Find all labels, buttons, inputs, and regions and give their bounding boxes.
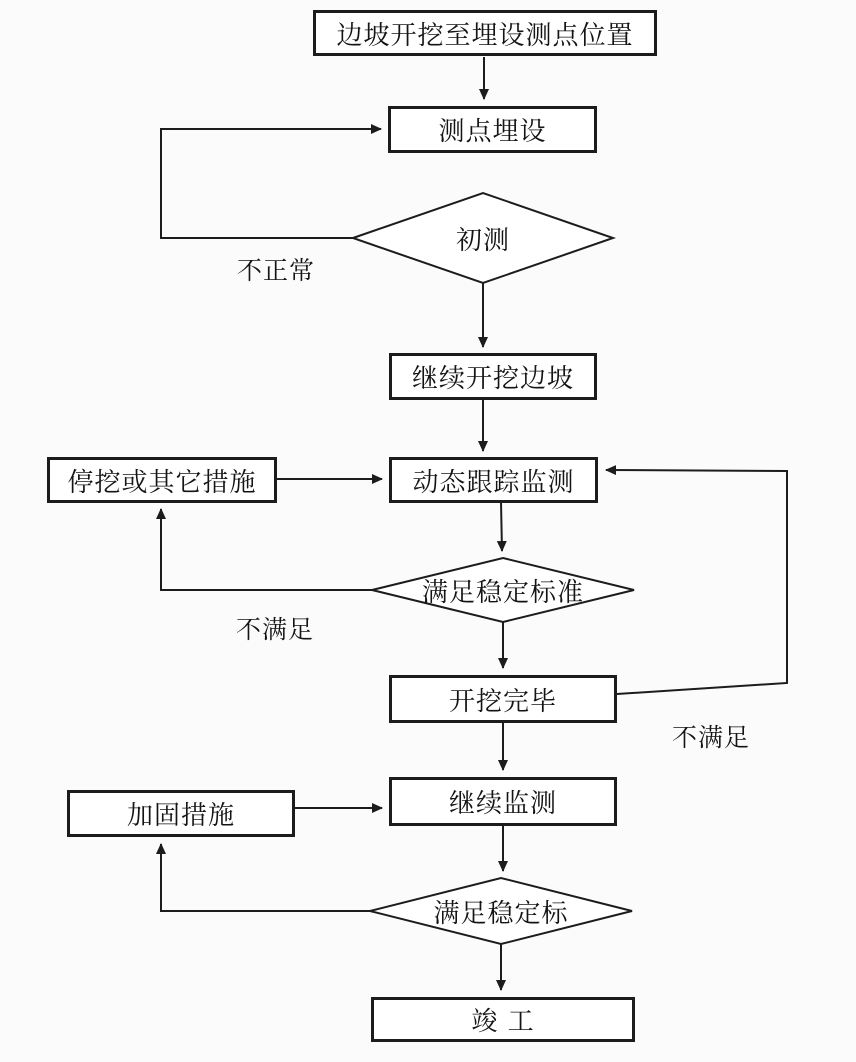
edge-label-abnormal: 不正常 [236,256,315,285]
decision-initial-survey-shape [353,193,613,283]
node-continue-monitoring: 继续监测 [389,777,617,826]
decision-stability-check1-shape [372,558,634,622]
node-point-embedding: 测点埋设 [388,106,597,153]
arrow-done-feedback-loop [606,470,787,694]
arrow-check1-notsatisfied-loop [161,509,372,590]
arrow-check2-loop-to-reinforcement [161,844,370,911]
arrow-abnormal-loop [161,129,381,238]
node-excavation-done: 开挖完毕 [389,675,617,723]
node-completion: 竣 工 [371,997,635,1042]
edge-label-not-satisfied-right: 不满足 [671,723,750,752]
node-reinforcement-measures: 加固措施 [67,790,295,837]
decision-stability-check2-shape [370,878,632,944]
node-continue-excavation: 继续开挖边坡 [389,353,597,400]
decision-initial-survey-label: 初测 [455,225,510,256]
decision-stability-check2-label: 满足稳定标 [433,898,569,929]
node-dynamic-monitoring: 动态跟踪监测 [389,457,598,503]
decision-stability-check1-label: 满足稳定标准 [421,577,584,608]
node-start: 边坡开挖至埋设测点位置 [313,10,657,56]
arrow-monitoring-to-check1 [501,502,502,551]
node-stop-or-other-measures: 停挖或其它措施 [47,457,277,503]
edge-label-not-satisfied-left: 不满足 [235,615,314,644]
